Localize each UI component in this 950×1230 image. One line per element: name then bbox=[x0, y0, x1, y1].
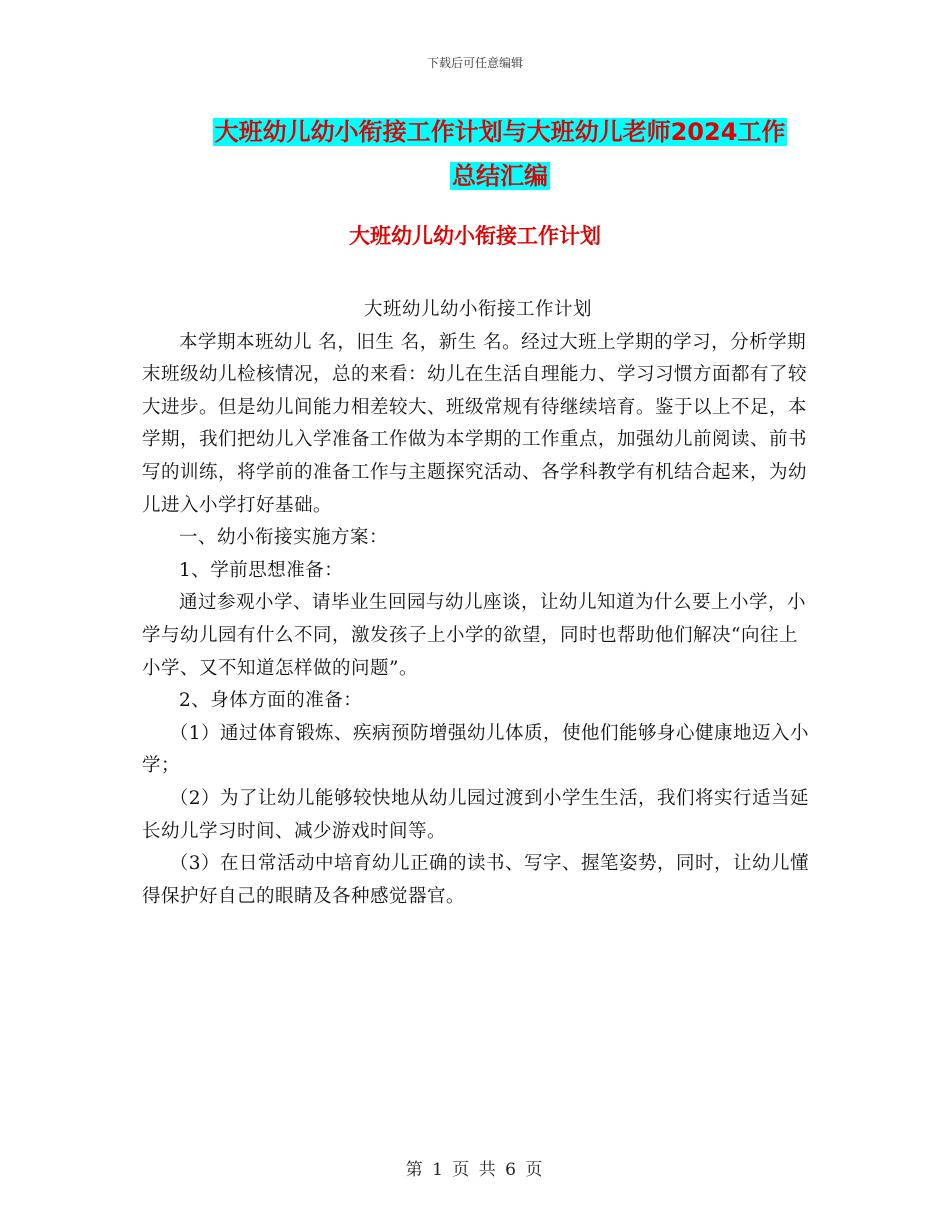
document-title-line-1: 大班幼儿幼小衔接工作计划与大班幼儿老师2024工作 bbox=[214, 118, 786, 146]
heading-physical-preparation: 2、身体方面的准备： bbox=[179, 690, 363, 712]
heading-implementation-plan: 一、幼小衔接实施方案： bbox=[179, 527, 389, 549]
physical-item-3: （3）在日常活动中培育幼儿正确的读书、写字、握笔姿势，同时，让幼儿懂得保护好自己的眼睛及各种感觉器官。 bbox=[142, 853, 810, 907]
mental-preparation-paragraph: 通过参观小学、请毕业生回园与幼儿座谈，让幼儿知道为什么要上小学，小学与幼儿园有什么不同，激发孩子上小学的欲望，同时也帮助他们解决“向往上小学、又不知道怎样做的问题”。 bbox=[142, 592, 807, 679]
intro-paragraph: 本学期本班幼儿 名，旧生 名，新生 名。经过大班上学期的学习，分析学期末班级幼儿检核情况，总的来看：幼儿在生活自理能力、学习习惯方面都有了较大进步。但是幼儿间能力相差较大、班级常规有待继续培育。鉴于以上不足，本学期，我们把幼儿入学准备工作做为本学期的工作重点，加强幼儿前阅读、前书写的训练，将学前的准备工作与主题探究活动、各学科教学有机结合起来，为幼儿进入小学打好基础。 bbox=[142, 331, 808, 516]
document-body bbox=[142, 294, 814, 913]
document-title-line-2: 总结汇编 bbox=[452, 162, 548, 190]
physical-item-1: （1）通过体育锻炼、疾病预防增强幼儿体质，使他们能够身心健康地迈入小学； bbox=[142, 722, 810, 777]
physical-item-2: （2）为了让幼儿能够较快地从幼儿园过渡到小学生生活，我们将实行适当延长幼儿学习时间、减少游戏时间等。 bbox=[142, 787, 810, 842]
page-footer: 第 1 页 共 6 页 bbox=[405, 1160, 545, 1180]
document-title bbox=[140, 110, 860, 198]
section-title: 大班幼儿幼小衔接工作计划 bbox=[349, 224, 601, 248]
header-note: 下载后可任意编辑 bbox=[426, 56, 523, 70]
subtitle-paragraph: 大班幼儿幼小衔接工作计划 bbox=[363, 299, 592, 320]
heading-mental-preparation: 1、学前思想准备： bbox=[179, 559, 344, 581]
